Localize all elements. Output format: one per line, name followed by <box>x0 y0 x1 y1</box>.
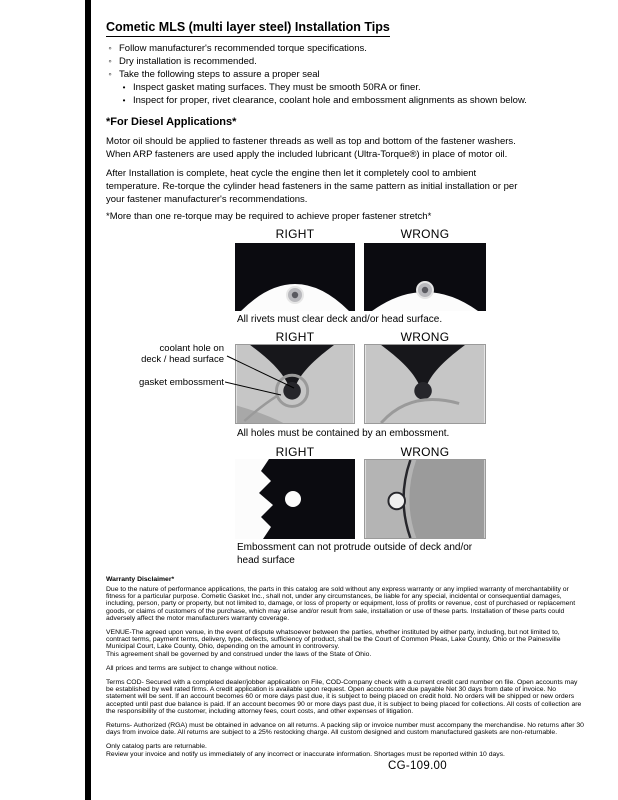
tip-text: Take the following steps to assure a proper seal <box>119 69 320 80</box>
embossment-hole-icon <box>388 493 405 510</box>
legal-paragraph: Review your invoice and notify us immediately of any incorrect or inaccurate information. Shortages must be reported within 10 days. <box>106 750 505 758</box>
page-code: CG-109.00 <box>388 760 447 772</box>
dot-bullet-icon: • <box>122 83 126 92</box>
legal-paragraph: Due to the nature of performance applications, the parts in this catalog are sold without any express warranty or any implied warranty of merchantability or fitness for a particular purpose. Cometic Gasket Inc., shall not, under any circumstances, be liable for any special, incidental or consequential damages, including, person, party or property, but not limited to, damage, or loss of property or equipment, loss of profits or revenue, cost of purchased or replacement goods, or claims of customers of the purchase, which may arise and/or result from sale, installation or use of these parts. Installation of these parts could adversely affect the motor manufacturers warranty coverage. <box>106 586 576 622</box>
tip-text: Dry installation is recommended. <box>119 56 257 67</box>
tip-sub-item <box>120 94 536 107</box>
legal-paragraph: Terms COD- Secured with a completed dealer/jobber application on File, COD-Company check with a current credit card number on file. Open accounts may be established by well rated firms. A credit application is available upon request. Open accounts are due payable Net 30 days from date of invoice. No statement will be sent. If an account becomes 60 or more days past due, it is subject to being placed on credit hold. No orders will be shipped or new orders accepted until past due balance is paid. If an account becomes 90 or more days past due, it is subject to being placed for collections. All costs of collection are the responsibility of the customer, including attorney fees, court costs, and other expenses of litigation. <box>106 679 582 715</box>
tip-item <box>106 55 536 68</box>
tip-item <box>106 68 536 81</box>
tip-text: Inspect gasket mating surfaces. They must be smooth 50RA or finer. <box>133 82 421 93</box>
fig3-right-label: RIGHT <box>275 445 315 459</box>
page-title: Cometic MLS (multi layer steel) Installation Tips <box>106 20 390 37</box>
legal-paragraph: VENUE-The agreed upon venue, in the event of dispute whatsoever between the parties, whether instituted by either party, including, but not limited to, contract terms, payment terms, delivery, type, defects, sufficiency of product, shall be the Court of Common Pleas, Lake County, Ohio or the Painesville Municipal Court, Lake County, Ohio, depending on the amount in controversy. <box>106 629 561 651</box>
fig2-right-label: RIGHT <box>275 330 315 344</box>
fig1-wrong-diagram <box>364 243 486 311</box>
tip-item <box>106 42 536 55</box>
gasket-embossment-callout: gasket embossment <box>138 377 224 388</box>
page-binding-edge <box>85 0 91 800</box>
dot-bullet-icon: • <box>122 96 126 105</box>
legal-paragraph: Only catalog parts are returnable. <box>106 743 207 751</box>
fig2-wrong-label: WRONG <box>400 330 450 344</box>
embossment-hole-icon <box>285 491 301 507</box>
fig1-right-label: RIGHT <box>275 227 315 241</box>
fig1-right-diagram <box>235 243 355 311</box>
diesel-paragraph-1: Motor oil should be applied to fastener threads as well as top and bottom of the fastener washers. When ARP fasteners are used apply the included lubricant (Ultra-Torque®) in place of motor oil. <box>106 136 516 160</box>
fig3-caption: Embossment can not protrude outside of deck and/or head surface <box>237 542 473 566</box>
tip-sub-item <box>120 81 536 94</box>
fig3-wrong-diagram <box>364 459 486 539</box>
legal-paragraph: This agreement shall be governed by and construed under the laws of the State of Ohio. <box>106 650 372 658</box>
circle-bullet-icon: ◦ <box>108 69 112 80</box>
retorque-note: *More than one re-torque may be required to achieve proper fastener stretch* <box>106 211 432 222</box>
coolant-hole-icon <box>414 382 432 400</box>
legal-paragraph: Returns- Authorized (RGA) must be obtained in advance on all returns. A packing slip or invoice number must accompany the merchandise. No returns after 30 days from invoice date. All returns are subject to a 25% restocking charge. All custom designed and custom manufactured gaskets are non-returnable. <box>106 722 584 737</box>
fig2-caption: All holes must be contained by an embossment. <box>237 428 450 439</box>
callout-pointer-lines <box>225 350 300 405</box>
tip-text: Follow manufacturer's recommended torque specifications. <box>119 43 367 54</box>
diesel-paragraph-2: After Installation is complete, heat cycle the engine then let it completely cool to ambient temperature. Re-torque the cylinder head fasteners in the same pattern as initial installation or per your fastener manufacturer's recommendations. <box>106 168 518 205</box>
warranty-disclaimer-heading: Warranty Disclaimer* <box>106 576 175 583</box>
circle-bullet-icon: ◦ <box>108 43 112 54</box>
legal-paragraph: All prices and terms are subject to change without notice. <box>106 664 278 672</box>
tip-text: Inspect for proper, rivet clearance, coolant hole and embossment alignments as shown below. <box>133 95 527 106</box>
tips-list <box>106 42 536 107</box>
fig3-right-diagram <box>235 459 355 539</box>
fig1-caption: All rivets must clear deck and/or head surface. <box>237 314 443 325</box>
coolant-hole-callout: coolant hole on deck / head surface <box>141 343 224 365</box>
fig3-wrong-label: WRONG <box>400 445 450 459</box>
legal-section <box>106 576 584 765</box>
diesel-applications-heading: *For Diesel Applications* <box>106 116 237 128</box>
fig2-wrong-diagram <box>364 344 486 424</box>
fig1-wrong-label: WRONG <box>400 227 450 241</box>
circle-bullet-icon: ◦ <box>108 56 112 67</box>
